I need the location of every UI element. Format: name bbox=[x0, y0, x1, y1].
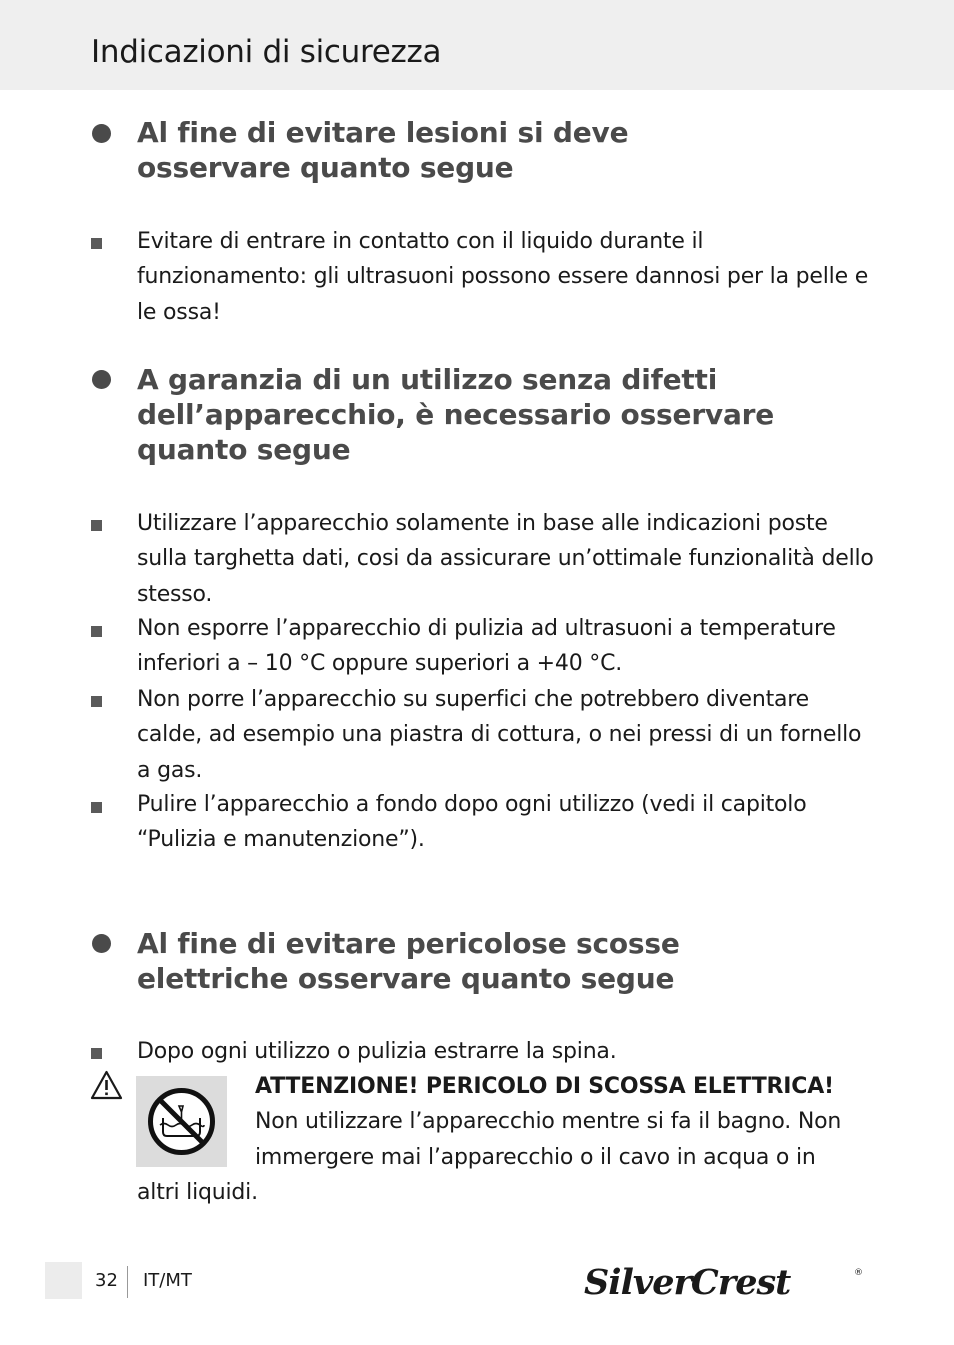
registered-mark: ® bbox=[854, 1268, 863, 1278]
list-bullet bbox=[91, 238, 102, 249]
warning-body-line: immergere mai l’apparecchio o il cavo in acqua o in bbox=[255, 1144, 816, 1170]
section-bullet bbox=[92, 934, 111, 953]
heading-line: elettriche osservare quanto segue bbox=[137, 962, 675, 995]
section-bullet bbox=[92, 124, 111, 143]
list-item: Non porre l’apparecchio su superfici che potrebbero diventare calde, ad esempio una piastra di cottura, o nei pressi di un fornello a gas. bbox=[137, 687, 862, 783]
warning-text bbox=[255, 1069, 875, 1175]
list-bullet bbox=[91, 802, 102, 813]
heading-line: osservare quanto segue bbox=[137, 151, 514, 184]
list-bullet bbox=[91, 520, 102, 531]
heading-line: dell’apparecchio, è necessario osservare bbox=[137, 398, 775, 431]
warning-body-tail: altri liquidi. bbox=[137, 1180, 258, 1205]
language-code: IT/MT bbox=[143, 1270, 192, 1291]
section-heading bbox=[137, 926, 897, 996]
list-item: Evitare di entrare in contatto con il liquido durante il funzionamento: gli ultrasuoni possono essere dannosi per la pelle e le ossa! bbox=[137, 229, 869, 325]
footer-divider bbox=[127, 1266, 128, 1298]
page-title: Indicazioni di sicurezza bbox=[91, 34, 442, 70]
no-bath-icon bbox=[136, 1076, 227, 1167]
list-item: Non esporre l’apparecchio di pulizia ad ultrasuoni a temperature inferiori a – 10 °C oppure superiori a +40 °C. bbox=[137, 616, 836, 677]
heading-line: Al fine di evitare pericolose scosse bbox=[137, 927, 680, 960]
warning-body-line: Non utilizzare l’apparecchio mentre si fa il bagno. Non bbox=[255, 1109, 842, 1135]
list-bullet bbox=[91, 696, 102, 707]
list-bullet bbox=[91, 626, 102, 637]
heading-line: A garanzia di un utilizzo senza difetti bbox=[137, 363, 718, 396]
section-bullet bbox=[92, 370, 111, 389]
list-item: Dopo ogni utilizzo o pulizia estrarre la spina. bbox=[137, 1039, 617, 1064]
warning-triangle-icon bbox=[90, 1070, 123, 1100]
section-heading bbox=[137, 115, 897, 185]
heading-line: Al fine di evitare lesioni si deve bbox=[137, 116, 629, 149]
list-bullet bbox=[91, 1048, 102, 1059]
list-item: Pulire l’apparecchio a fondo dopo ogni utilizzo (vedi il capitolo “Pulizia e manutenzione”). bbox=[137, 792, 807, 853]
warning-title: ATTENZIONE! PERICOLO DI SCOSSA ELETTRICA! bbox=[255, 1074, 834, 1099]
footer-tab bbox=[45, 1262, 82, 1299]
list-item: Utilizzare l’apparecchio solamente in base alle indicazioni poste sulla targhetta dati, cosi da assicurare un’ottimale funzionalità dello stesso. bbox=[137, 511, 874, 607]
heading-line: quanto segue bbox=[137, 433, 351, 466]
section-heading bbox=[137, 362, 897, 467]
brand-logo: SilverCrest bbox=[584, 1262, 791, 1303]
page-number: 32 bbox=[95, 1270, 118, 1291]
